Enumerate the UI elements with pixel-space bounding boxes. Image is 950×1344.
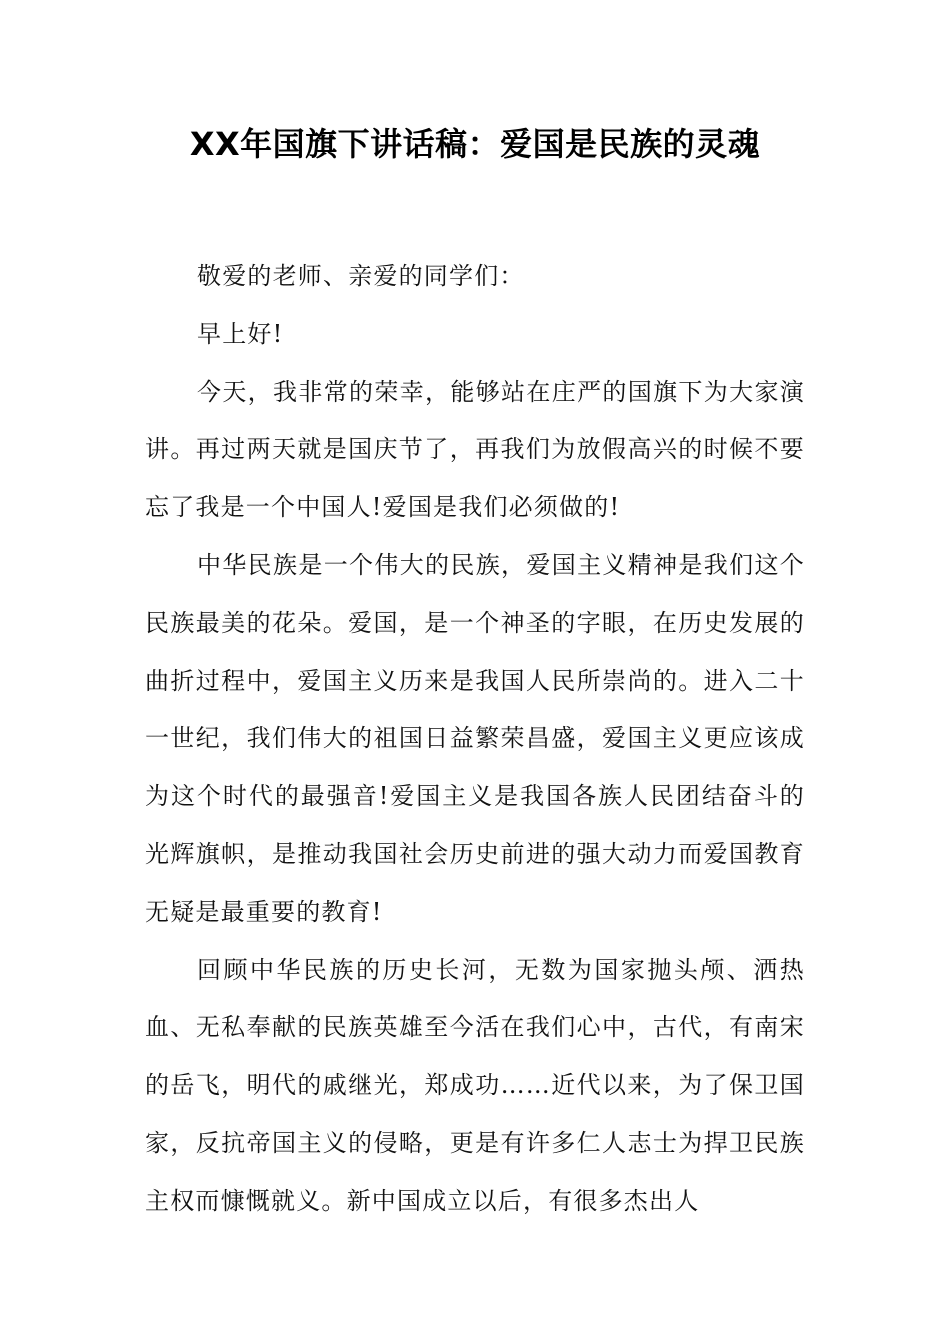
paragraph-greeting: 早上好! <box>197 319 284 348</box>
document-title: XX年国旗下讲话稿：爱国是民族的灵魂 <box>189 125 761 163</box>
paragraph-salutation: 敬爱的老师、亲爱的同学们： <box>197 262 525 290</box>
paragraph-patriotism: 中华民族是一个伟大的民族，爱国主义精神是我们这个民族最美的花朵。爱国，是一个神圣的字眼，在历史发展的曲折过程中，爱国主义历来是我国人民所崇尚的。进入二十一世纪，我们伟大的祖国日益繁荣昌盛，爱国主义更应该成为这个时代的最强音!爱国主义是我国各族人民团结奋斗的光辉旗帜，是推动我国社会历史前进的强大动力而爱国教育无疑是最重要的教育! <box>145 550 805 926</box>
paragraph-intro: 今天，我非常的荣幸，能够站在庄严的国旗下为大家演讲。再过两天就是国庆节了，再我们为放假高兴的时候不要忘了我是一个中国人!爱国是我们必须做的! <box>145 377 805 522</box>
paragraph-history: 回顾中华民族的历史长河，无数为国家抛头颅、洒热血、无私奉献的民族英雄至今活在我们心中，古代，有南宋的岳飞，明代的戚继光，郑成功……近代以来，为了保卫国家，反抗帝国主义的侵略，更是有许多仁人志士为捍卫民族主权而慷慨就义。新中国成立以后，有很多杰出人 <box>145 955 805 1215</box>
document-body <box>145 248 805 1231</box>
